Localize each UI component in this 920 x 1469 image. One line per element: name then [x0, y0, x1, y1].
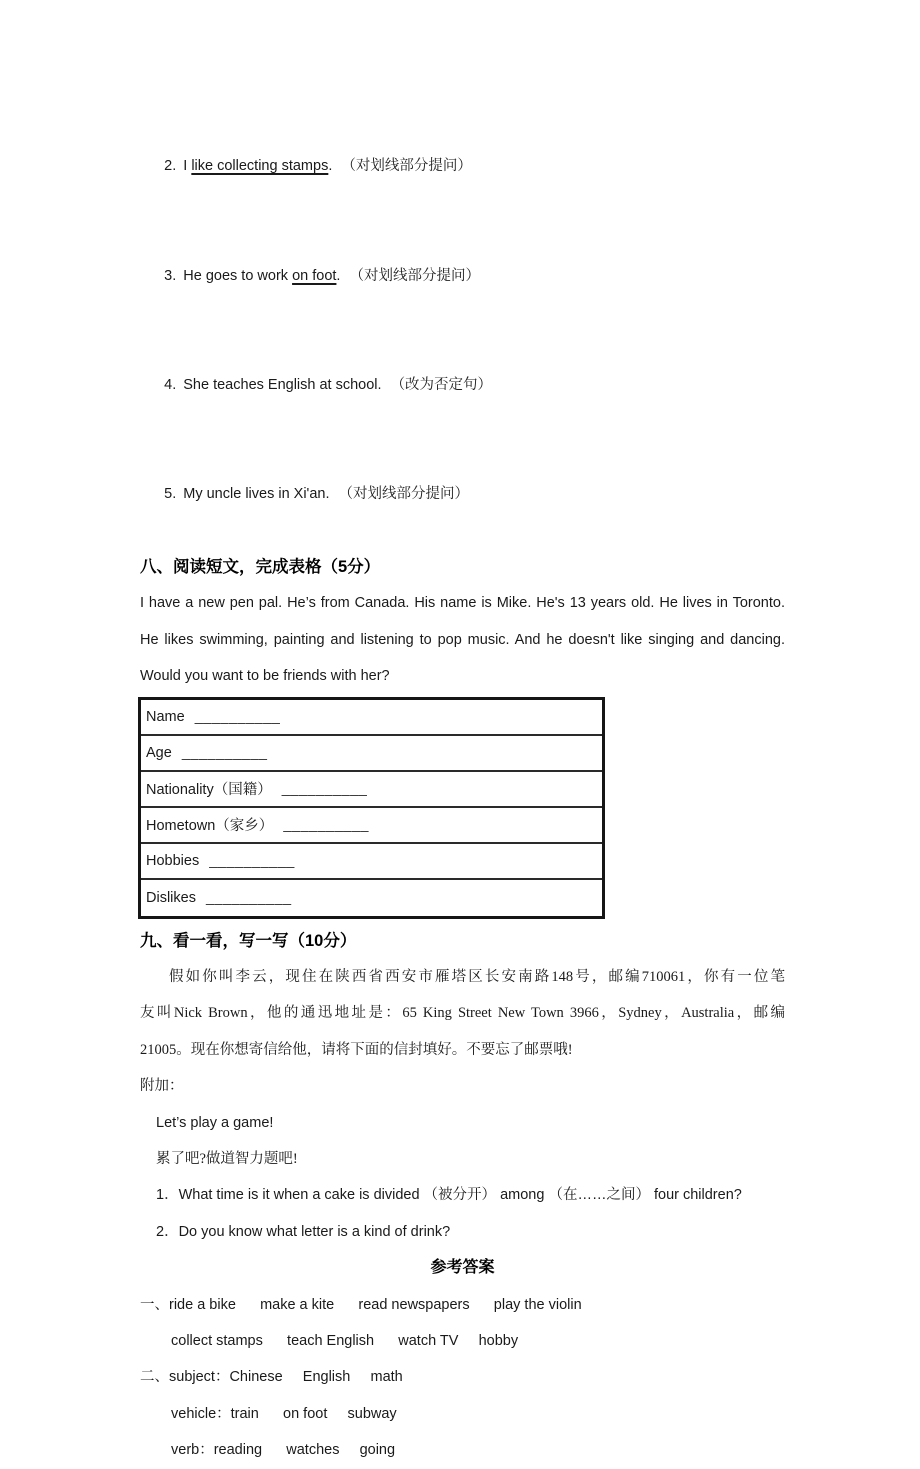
question-number: 3.	[164, 267, 177, 284]
underlined-phrase: like collecting stamps	[191, 158, 329, 175]
question-item	[140, 330, 785, 439]
writing-paragraph-line: 友叫Nick Brown，他的通迅地址是：65 King Street New Town 3966，Sydney，Australia，邮编	[140, 1005, 785, 1022]
answer-blank: __________	[194, 708, 281, 725]
question-item	[140, 221, 785, 330]
answer-blank: __________	[281, 780, 368, 797]
question-text: My uncle lives in Xi'an.	[183, 486, 330, 503]
extra-section	[140, 1068, 785, 1250]
table-row	[141, 772, 602, 808]
question-text: He goes to work	[183, 267, 293, 284]
instruction-note: （对划线部分提问）	[338, 486, 469, 503]
question-item	[140, 440, 785, 549]
answer-line: vehicle：train on foot subway	[171, 1405, 397, 1422]
extra-line: Let’s play a game!	[156, 1114, 274, 1131]
question-number: 5.	[164, 486, 177, 503]
question-text-post: .	[336, 267, 341, 284]
answer-blank: __________	[283, 816, 369, 833]
passage-line: I have a new pen pal. He’s from Canada. His name is Mike. He's 13 years old. He lives in Toronto.	[140, 595, 785, 612]
question-number: 4.	[164, 376, 177, 393]
writing-paragraph-line: 21005。现在你想寄信给他，请将下面的信封填好。不要忘了邮票哦!	[140, 1041, 573, 1058]
writing-section	[140, 923, 785, 1069]
row-label: Name	[146, 708, 185, 725]
answer-line: 一、ride a bike make a kite read newspapers play the violin	[140, 1296, 582, 1313]
underlined-phrase: on foot	[292, 267, 337, 284]
passage-line: He likes swimming, painting and listening to pop music. And he doesn't like singing and dancing.	[140, 631, 785, 648]
answers-title: 参考答案	[430, 1259, 495, 1277]
extra-line: 1．What time is it when a cake is divided （被分开） among （在……之间） four children?	[156, 1187, 742, 1204]
rewrite-questions	[140, 112, 785, 549]
section-heading-writing: 九、看一看，写一写（10分）	[140, 931, 357, 950]
question-text-post: .	[328, 158, 333, 175]
info-table	[138, 697, 605, 919]
row-label: Age	[146, 744, 172, 761]
extra-line: 累了吧?做道智力题吧!	[156, 1150, 298, 1167]
instruction-note: （对划线部分提问）	[349, 267, 480, 284]
instruction-note: （对划线部分提问）	[341, 158, 472, 175]
extra-label: 附加：	[140, 1078, 184, 1095]
answer-line: verb：reading watches going	[171, 1442, 396, 1459]
writing-paragraph-line: 假如你叫李云，现住在陕西省西安市雁塔区长安南路148号，邮编710061，你有一位笔	[169, 968, 785, 985]
table-row	[141, 736, 602, 772]
table-row	[141, 808, 602, 844]
answers-section	[140, 1250, 785, 1468]
table-row	[141, 844, 602, 880]
row-label: Hometown（家乡）	[146, 818, 274, 834]
row-label: Dislikes	[146, 889, 196, 906]
answer-line: 二、subject：Chinese English math	[140, 1369, 403, 1386]
row-label: Hobbies	[146, 852, 200, 869]
reading-section	[140, 549, 785, 919]
row-label: Nationality（国籍）	[146, 782, 272, 798]
section-heading-reading: 八、阅读短文，完成表格（5分）	[140, 557, 381, 576]
table-row	[141, 880, 602, 916]
question-text: She teaches English at school.	[183, 376, 382, 393]
question-number: 2.	[164, 158, 177, 175]
passage-line: Would you want to be friends with her?	[140, 668, 390, 685]
table-row	[141, 700, 602, 736]
instruction-note: （改为否定句）	[390, 376, 493, 393]
answer-line: collect stamps teach English watch TV hobby	[171, 1332, 519, 1349]
answer-blank: __________	[205, 889, 292, 906]
extra-line: 2．Do you know what letter is a kind of drink?	[156, 1223, 451, 1240]
answer-blank: __________	[209, 852, 295, 869]
answer-blank: __________	[181, 744, 268, 761]
question-item	[140, 112, 785, 221]
question-text: I	[183, 158, 192, 175]
